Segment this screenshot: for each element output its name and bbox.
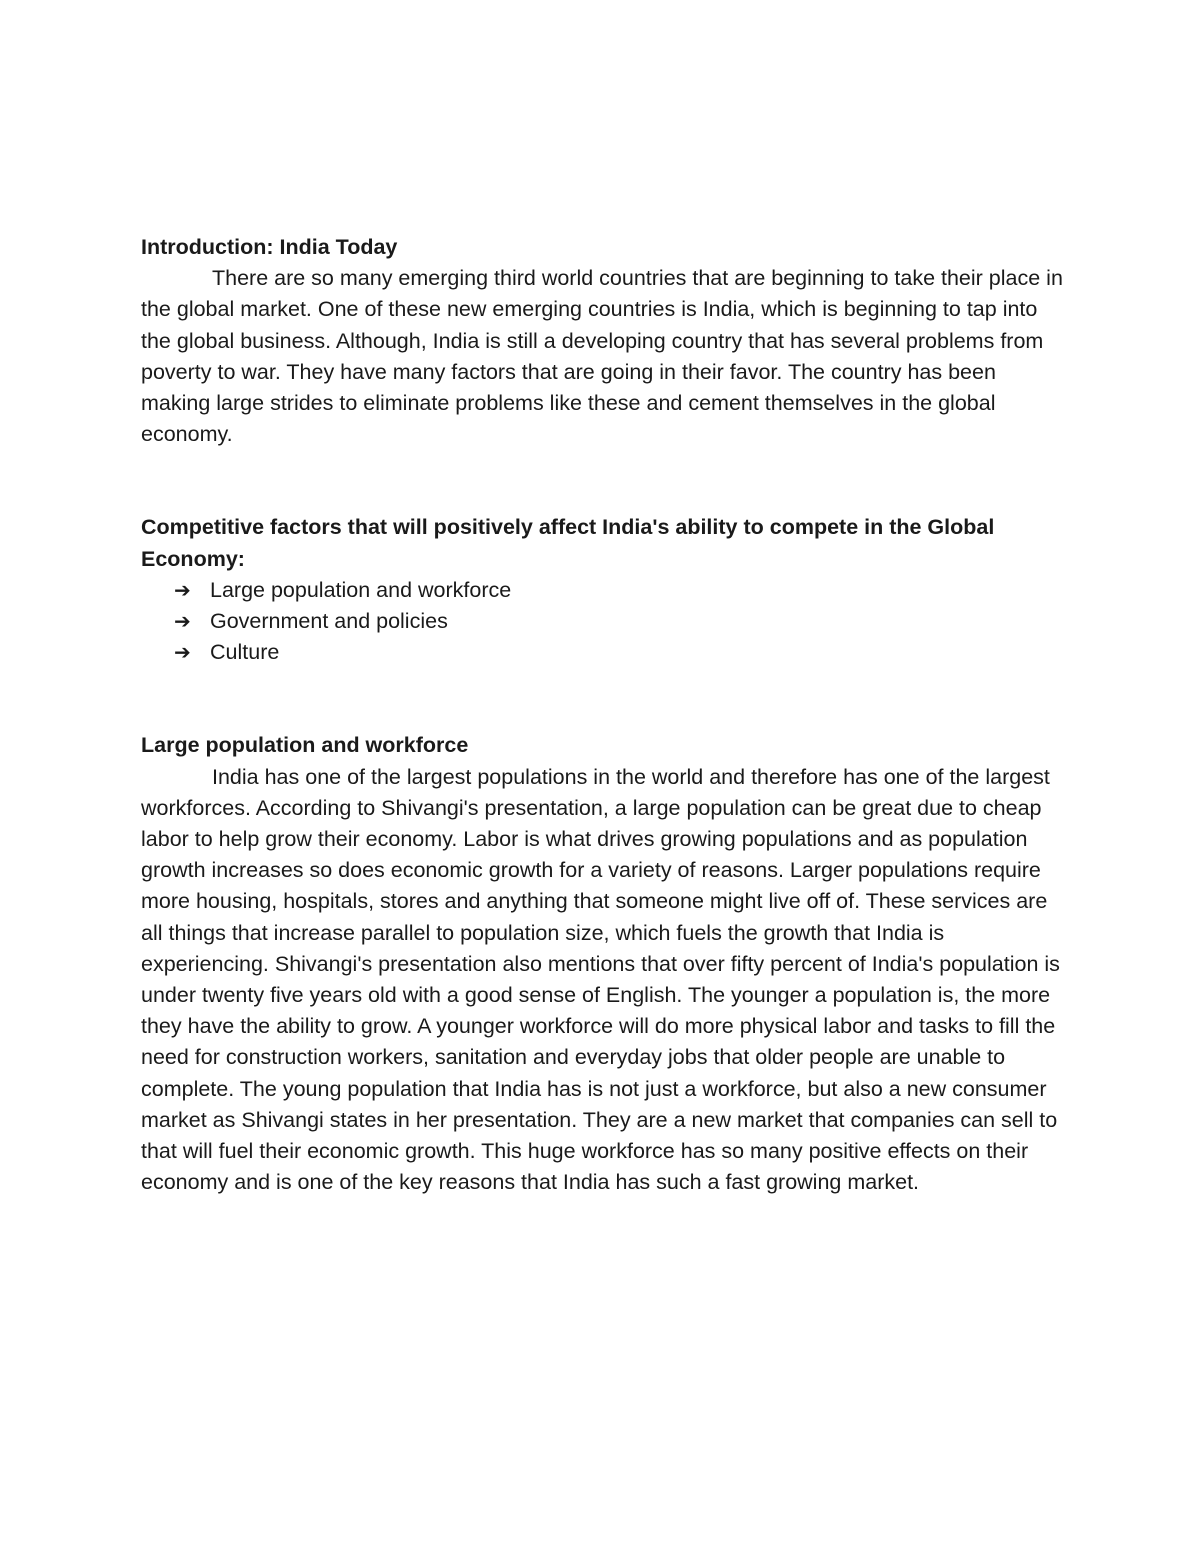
section-spacer — [141, 450, 1066, 512]
section-spacer — [141, 668, 1066, 730]
population-heading: Large population and workforce — [141, 733, 469, 758]
factors-heading: Competitive factors that will positively affect India's ability to compete in the Global Economy: — [141, 515, 995, 571]
factors-list — [141, 575, 1066, 669]
list-item-label: Culture — [210, 640, 280, 665]
list-item — [174, 606, 1066, 637]
list-item — [174, 575, 1066, 606]
document-body — [141, 232, 1066, 1198]
arrow-bullet-icon: ➔ — [174, 640, 191, 665]
arrow-bullet-icon: ➔ — [174, 609, 191, 634]
list-item-label: Large population and workforce — [210, 577, 512, 602]
intro-paragraph: There are so many emerging third world countries that are beginning to take their place in the global market. One of these new emerging countries is India, which is beginning to tap into the global business. Although, India is still a developing country that has several problems from poverty to war. They have many factors that are going in their favor. The country has been making large strides to eliminate problems like these and cement themselves in the global economy. — [141, 266, 1063, 447]
arrow-bullet-icon: ➔ — [174, 577, 191, 602]
population-paragraph: India has one of the largest populations in the world and therefore has one of the largest workforces. According to Shivangi's presentation, a large population can be great due to cheap labor to help grow their economy. Labor is what drives growing populations and as population growth increases so does economic growth for a variety of reasons. Larger populations require more housing, hospitals, stores and anything that someone might live off of. These services are all things that increase parallel to population size, which fuels the growth that India is experiencing. Shivangi's presentation also mentions that over fifty percent of India's population is under twenty five years old with a good sense of English. The younger a population is, the more they have the ability to grow. A younger workforce will do more physical labor and tasks to fill the need for construction workers, sanitation and everyday jobs that older people are unable to complete. The young population that India has is not just a workforce, but also a new consumer market as Shivangi states in her presentation. They are a new market that companies can sell to that will fuel their economic growth. This huge workforce has so many positive effects on their economy and is one of the key reasons that India has such a fast growing market. — [141, 764, 1060, 1195]
list-item — [174, 637, 1066, 668]
list-item-label: Government and policies — [210, 609, 448, 634]
intro-heading: Introduction: India Today — [141, 235, 398, 259]
